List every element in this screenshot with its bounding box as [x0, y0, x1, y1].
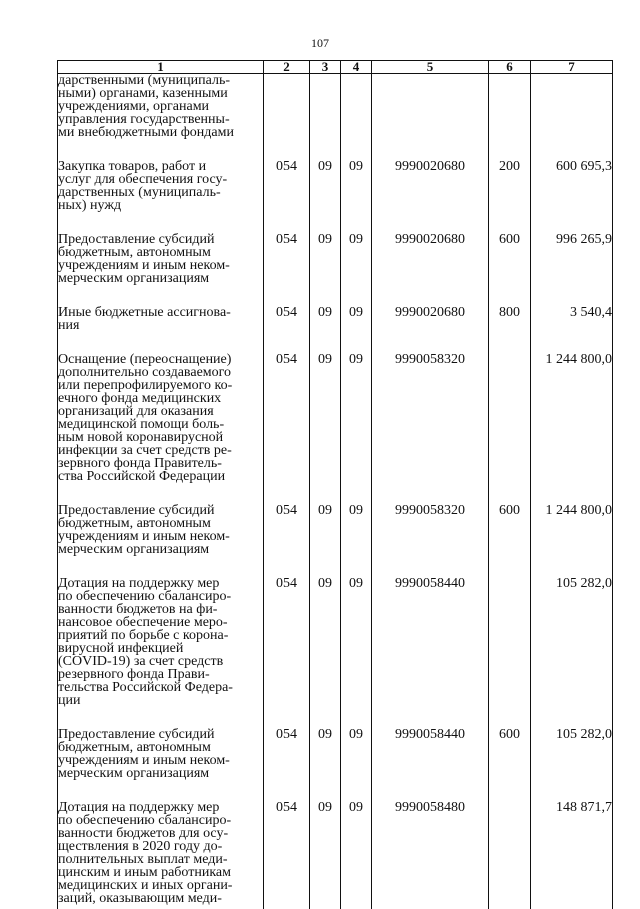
row-section-code — [310, 74, 341, 140]
spacer-cell — [372, 139, 489, 160]
row-grbs-code — [264, 74, 310, 140]
row-amount: 996 265,9 — [531, 233, 613, 285]
row-section-code: 09 — [310, 233, 341, 285]
spacer-cell — [489, 139, 531, 160]
spacer-cell — [58, 212, 264, 233]
spacer-cell — [310, 780, 341, 801]
spacer-cell — [264, 707, 310, 728]
header-row — [58, 61, 613, 74]
row-spacer — [58, 332, 613, 353]
header-col-6: 6 — [489, 61, 531, 74]
spacer-cell — [58, 332, 264, 353]
table-row — [58, 728, 613, 780]
row-name: Предоставление субсидий бюджетным, автономным учреждениям и иным неком- мерческим организациям — [58, 233, 264, 285]
row-target-article-code: 9990058440 — [372, 728, 489, 780]
row-subsection-code: 09 — [341, 353, 372, 483]
row-target-article-code: 9990020680 — [372, 233, 489, 285]
spacer-cell — [489, 483, 531, 504]
row-grbs-code: 054 — [264, 801, 310, 905]
row-name: Иные бюджетные ассигнова- ния — [58, 306, 264, 332]
spacer-cell — [372, 332, 489, 353]
spacer-cell — [372, 483, 489, 504]
spacer-cell — [341, 212, 372, 233]
row-subsection-code: 09 — [341, 504, 372, 556]
spacer-cell — [531, 707, 613, 728]
row-grbs-code: 054 — [264, 504, 310, 556]
row-expense-type-code — [489, 74, 531, 140]
header-col-4: 4 — [341, 61, 372, 74]
spacer-cell — [372, 212, 489, 233]
row-name: Предоставление субсидий бюджетным, автономным учреждениям и иным неком- мерческим организациям — [58, 504, 264, 556]
row-amount: 105 282,0 — [531, 577, 613, 707]
row-amount: 148 871,7 — [531, 801, 613, 905]
spacer-cell — [310, 905, 341, 909]
row-expense-type-code: 200 — [489, 160, 531, 212]
row-spacer — [58, 483, 613, 504]
spacer-cell — [341, 139, 372, 160]
spacer-cell — [341, 556, 372, 577]
row-section-code: 09 — [310, 801, 341, 905]
spacer-cell — [372, 707, 489, 728]
row-section-code: 09 — [310, 353, 341, 483]
spacer-cell — [341, 707, 372, 728]
spacer-cell — [310, 483, 341, 504]
row-expense-type-code — [489, 577, 531, 707]
row-target-article-code: 9990058320 — [372, 504, 489, 556]
row-amount: 1 244 800,0 — [531, 353, 613, 483]
spacer-cell — [58, 483, 264, 504]
header-col-1: 1 — [58, 61, 264, 74]
row-grbs-code: 054 — [264, 233, 310, 285]
page-number: 107 — [0, 36, 640, 51]
table-row — [58, 233, 613, 285]
row-spacer — [58, 212, 613, 233]
spacer-cell — [310, 285, 341, 306]
table-row — [58, 801, 613, 905]
row-spacer — [58, 780, 613, 801]
spacer-cell — [310, 332, 341, 353]
spacer-cell — [341, 905, 372, 909]
row-spacer — [58, 285, 613, 306]
spacer-cell — [264, 139, 310, 160]
row-expense-type-code — [489, 353, 531, 483]
spacer-cell — [264, 905, 310, 909]
row-expense-type-code: 800 — [489, 306, 531, 332]
table-body — [58, 74, 613, 909]
spacer-cell — [489, 780, 531, 801]
row-target-article-code: 9990058320 — [372, 353, 489, 483]
spacer-cell — [341, 780, 372, 801]
header-col-3: 3 — [310, 61, 341, 74]
spacer-cell — [531, 332, 613, 353]
row-amount: 1 244 800,0 — [531, 504, 613, 556]
table-row — [58, 504, 613, 556]
spacer-cell — [58, 905, 264, 909]
spacer-cell — [489, 556, 531, 577]
row-amount — [531, 74, 613, 140]
spacer-cell — [489, 905, 531, 909]
spacer-cell — [531, 139, 613, 160]
row-target-article-code: 9990020680 — [372, 306, 489, 332]
row-name: Закупка товаров, работ и услуг для обеспечения госу- дарственных (муниципаль- ных) нужд — [58, 160, 264, 212]
row-target-article-code — [372, 74, 489, 140]
spacer-cell — [372, 780, 489, 801]
row-subsection-code — [341, 74, 372, 140]
spacer-cell — [58, 285, 264, 306]
row-grbs-code: 054 — [264, 306, 310, 332]
spacer-cell — [310, 139, 341, 160]
spacer-cell — [341, 483, 372, 504]
row-section-code: 09 — [310, 306, 341, 332]
table-row — [58, 353, 613, 483]
spacer-cell — [58, 707, 264, 728]
row-target-article-code: 9990020680 — [372, 160, 489, 212]
spacer-cell — [310, 707, 341, 728]
spacer-cell — [264, 212, 310, 233]
row-name: дарственными (муниципаль- ными) органами, казенными учреждениями, органами управления государственны- ми внебюджетными фондами — [58, 74, 264, 140]
row-spacer — [58, 139, 613, 160]
row-amount: 105 282,0 — [531, 728, 613, 780]
spacer-cell — [372, 905, 489, 909]
row-name: Предоставление субсидий бюджетным, автономным учреждениям и иным неком- мерческим организациям — [58, 728, 264, 780]
row-expense-type-code: 600 — [489, 504, 531, 556]
spacer-cell — [489, 707, 531, 728]
row-grbs-code: 054 — [264, 577, 310, 707]
row-spacer — [58, 707, 613, 728]
spacer-cell — [310, 212, 341, 233]
spacer-cell — [372, 285, 489, 306]
row-name: Дотация на поддержку мер по обеспечению сбалансиро- ванности бюджетов для осу- ществления в 2020 году до- полнительных выплат меди- цинским и иным работникам медицинских и иных органи- заций, оказывающим меди- — [58, 801, 264, 905]
row-section-code: 09 — [310, 577, 341, 707]
spacer-cell — [264, 332, 310, 353]
spacer-cell — [489, 285, 531, 306]
spacer-cell — [310, 556, 341, 577]
row-amount: 600 695,3 — [531, 160, 613, 212]
table-row — [58, 74, 613, 140]
table-row — [58, 160, 613, 212]
spacer-cell — [264, 285, 310, 306]
header-col-5: 5 — [372, 61, 489, 74]
spacer-cell — [264, 780, 310, 801]
row-expense-type-code — [489, 801, 531, 905]
row-section-code: 09 — [310, 504, 341, 556]
row-subsection-code: 09 — [341, 801, 372, 905]
row-target-article-code: 9990058480 — [372, 801, 489, 905]
row-spacer — [58, 556, 613, 577]
spacer-cell — [372, 556, 489, 577]
spacer-cell — [341, 332, 372, 353]
spacer-cell — [341, 285, 372, 306]
row-spacer — [58, 905, 613, 909]
row-name: Дотация на поддержку мер по обеспечению сбалансиро- ванности бюджетов на фи- нансовое обеспечение меро- приятий по борьбе с корона- вирусной инфекцией (COVID-19) за счет средств резервного фонда Прави- тельства Российской Федера- ции — [58, 577, 264, 707]
row-grbs-code: 054 — [264, 728, 310, 780]
row-amount: 3 540,4 — [531, 306, 613, 332]
spacer-cell — [264, 556, 310, 577]
spacer-cell — [264, 483, 310, 504]
header-col-7: 7 — [531, 61, 613, 74]
row-expense-type-code: 600 — [489, 728, 531, 780]
spacer-cell — [531, 556, 613, 577]
row-subsection-code: 09 — [341, 233, 372, 285]
row-subsection-code: 09 — [341, 160, 372, 212]
spacer-cell — [531, 285, 613, 306]
row-section-code: 09 — [310, 160, 341, 212]
spacer-cell — [58, 556, 264, 577]
spacer-cell — [489, 212, 531, 233]
row-grbs-code: 054 — [264, 160, 310, 212]
table-row — [58, 577, 613, 707]
row-target-article-code: 9990058440 — [372, 577, 489, 707]
row-subsection-code: 09 — [341, 728, 372, 780]
spacer-cell — [531, 780, 613, 801]
spacer-cell — [58, 780, 264, 801]
spacer-cell — [531, 905, 613, 909]
row-expense-type-code: 600 — [489, 233, 531, 285]
budget-table — [57, 60, 613, 909]
row-name: Оснащение (переоснащение) дополнительно создаваемого или перепрофилируемого ко- ечного фонда медицинских организаций для оказания медицинской помощи боль- ным новой коронавирусной инфекции за счет средств ре- зервного фонда Правитель- ства Российской Федерации — [58, 353, 264, 483]
row-grbs-code: 054 — [264, 353, 310, 483]
spacer-cell — [531, 483, 613, 504]
row-subsection-code: 09 — [341, 306, 372, 332]
spacer-cell — [531, 212, 613, 233]
table-row — [58, 306, 613, 332]
spacer-cell — [58, 139, 264, 160]
header-col-2: 2 — [264, 61, 310, 74]
spacer-cell — [489, 332, 531, 353]
row-section-code: 09 — [310, 728, 341, 780]
row-subsection-code: 09 — [341, 577, 372, 707]
